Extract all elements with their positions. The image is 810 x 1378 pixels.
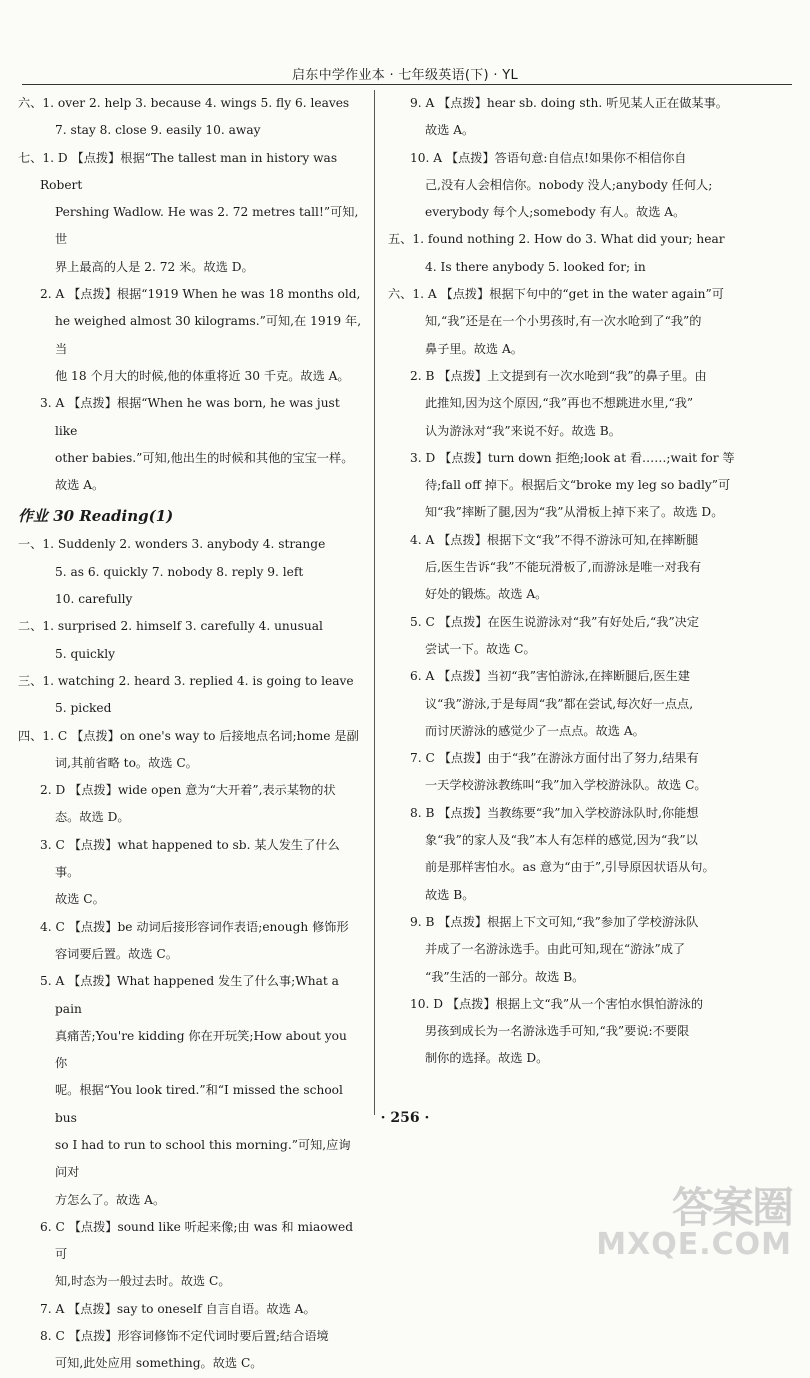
answer-line: 8. B 【点拨】当教练要“我”加入学校游泳队时,你能想	[410, 805, 699, 820]
answer-line: “我”生活的一部分。故选 B。	[425, 969, 585, 984]
answer-line: 3. D 【点拨】turn down 拒绝;look at 看……;wait for 等	[410, 450, 735, 465]
answer-line: 七、1. D 【点拨】根据“The tallest man in history was Robert	[18, 150, 338, 192]
answer-line: other babies.”可知,他出生的时候和其他的宝宝一样。	[55, 450, 354, 465]
answer-line: 9. B 【点拨】根据上下文可知,“我”参加了学校游泳队	[410, 914, 699, 929]
answer-line: 并成了一名游泳选手。由此可知,现在“游泳”成了	[425, 942, 686, 957]
answer-line: 2. B 【点拨】上文提到有一次水呛到“我”的鼻子里。由	[410, 368, 707, 383]
answer-line: 4. A 【点拨】根据下文“我”不得不游泳可知,在摔断腿	[410, 532, 699, 547]
answer-line: he weighed almost 30 kilograms.”可知,在 1919 年,当	[55, 314, 362, 356]
left-column	[18, 90, 362, 1378]
answer-line: 一天学校游泳教练叫“我”加入学校游泳队。故选 C。	[425, 778, 707, 793]
answer-line: 知,时态为一般过去时。故选 C。	[55, 1274, 231, 1289]
answer-line: 6. C 【点拨】sound like 听起来像;由 was 和 miaowed 可	[40, 1219, 353, 1262]
answer-line: 三、1. watching 2. heard 3. replied 4. is going to leave	[18, 673, 354, 688]
answer-line: 二、1. surprised 2. himself 3. carefully 4. unusual	[18, 619, 323, 634]
section-title: 作业 30 Reading(1)	[18, 507, 174, 526]
answer-line: 9. A 【点拨】hear sb. doing sth. 听见某人正在做某事。	[410, 96, 728, 110]
answer-line: 认为游泳对“我”来说不好。故选 B。	[425, 423, 621, 438]
answer-line: 呢。根据“You look tired.”和“I missed the school bus	[55, 1083, 343, 1125]
answer-line: 方怎么了。故选 A。	[55, 1192, 166, 1207]
answer-line: 界上最高的人是 2. 72 米。故选 D。	[55, 259, 254, 274]
answer-line: 他 18 个月大的时候,他的体重将近 30 千克。故选 A。	[55, 368, 350, 383]
answer-line: 己,没有人会相信你。nobody 没人;anybody 任何人;	[425, 177, 713, 192]
answer-line: 10. carefully	[55, 592, 133, 607]
answer-line: 议“我”游泳,于是每周“我”都在尝试,每次好一点点,	[425, 696, 694, 711]
answer-line: 8. C 【点拨】形容词修饰不定代词时要后置;结合语境	[40, 1329, 329, 1344]
page-number: · 256 ·	[380, 1110, 430, 1126]
answer-line: 好处的锻炼。故选 A。	[425, 587, 548, 602]
answer-line: 5. quickly	[55, 646, 116, 661]
answer-line: 5. C 【点拨】在医生说游泳对“我”有好处后,“我”决定	[410, 614, 700, 629]
answer-line: Pershing Wadlow. He was 2. 72 metres tall!”可知,世	[55, 205, 359, 247]
answer-line: 故选 A。	[425, 123, 475, 138]
watermark-en: MXQE.COM	[596, 1227, 792, 1262]
answer-line: 六、1. over 2. help 3. because 4. wings 5. fly 6. leaves	[18, 96, 350, 110]
answer-line: 男孩到成长为一名游泳选手可知,“我”要说:不要限	[425, 1024, 690, 1039]
answer-line: 象“我”的家人及“我”本人有怎样的感觉,因为“我”以	[425, 833, 698, 848]
answer-line: 10. A 【点拨】答语句意:自信点!如果你不相信你自	[410, 150, 687, 165]
answer-line: 后,医生告诉“我”不能玩滑板了,而游泳是唯一对我有	[425, 560, 702, 575]
answer-line: 六、1. A 【点拨】根据下句中的“get in the water again”可	[388, 287, 724, 302]
answer-line: 待;fall off 掉下。根据后文“broke my leg so badly”可	[425, 478, 731, 493]
column-divider	[374, 90, 375, 1115]
answer-line: 10. D 【点拨】根据上文“我”从一个害怕水惧怕游泳的	[410, 996, 704, 1011]
answer-line: 3. C 【点拨】what happened to sb. 某人发生了什么事。	[40, 837, 340, 880]
answer-line: 3. A 【点拨】根据“When he was born, he was just like	[40, 396, 340, 438]
answer-line: 知,“我”还是在一个小男孩时,有一次水呛到了“我”的	[425, 314, 702, 329]
watermark-cn: 答案圈	[671, 1183, 792, 1232]
answer-line: 4. Is there anybody 5. looked for; in	[425, 259, 646, 274]
answer-line: 故选 C。	[55, 892, 105, 907]
answer-line: 可知,此处应用 something。故选 C。	[55, 1356, 263, 1371]
answer-line: so I had to run to school this morning.”可知,应询问对	[55, 1137, 351, 1180]
answer-line: 2. A 【点拨】根据“1919 When he was 18 months old,	[40, 287, 361, 302]
answer-line: 制你的选择。故选 D。	[425, 1051, 549, 1066]
answer-line: 7. stay 8. close 9. easily 10. away	[55, 123, 261, 138]
answer-line: 知“我”摔断了腿,因为“我”从滑板上掉下来了。故选 D。	[425, 505, 724, 520]
answer-line: 5. picked	[55, 701, 112, 716]
answer-line: 5. as 6. quickly 7. nobody 8. reply 9. left	[55, 564, 304, 579]
answer-line: 故选 B。	[425, 887, 475, 902]
page-header: 启东中学作业本 · 七年级英语(下) · YL	[291, 68, 519, 83]
answer-line: 2. D 【点拨】wide open 意为“大开着”,表示某物的状	[40, 783, 336, 798]
answer-line: 5. A 【点拨】What happened 发生了什么事;What a pain	[40, 974, 339, 1016]
answer-line: 态。故选 D。	[55, 810, 130, 825]
answer-line: 真痛苦;You're kidding 你在开玩笑;How about you 你	[55, 1028, 347, 1071]
answer-line: 7. A 【点拨】say to oneself 自言自语。故选 A。	[40, 1301, 316, 1316]
answer-line: 6. A 【点拨】当初“我”害怕游泳,在摔断腿后,医生建	[410, 669, 690, 684]
answer-line: 4. C 【点拨】be 动词后接形容词作表语;enough 修饰形	[40, 919, 349, 934]
answer-line: 故选 A。	[55, 478, 105, 493]
right-column	[388, 90, 780, 1073]
answer-line: 四、1. C 【点拨】on one's way to 后接地点名词;home 是副	[18, 728, 359, 743]
answer-line: 容词要后置。故选 C。	[55, 946, 178, 961]
answer-line: 7. C 【点拨】由于“我”在游泳方面付出了努力,结果有	[410, 751, 699, 766]
answer-line: 而讨厌游泳的感觉少了一点点。故选 A。	[425, 723, 645, 738]
answer-line: 此推知,因为这个原因,“我”再也不想跳进水里,“我”	[425, 396, 694, 411]
answer-line: everybody 每个人;somebody 有人。故选 A。	[425, 205, 686, 220]
watermark-logo	[596, 1175, 796, 1270]
answer-line: 前是那样害怕水。as 意为“由于”,引导原因状语从句。	[425, 860, 715, 875]
answer-line: 一、1. Suddenly 2. wonders 3. anybody 4. strange	[18, 537, 326, 552]
answer-line: 鼻子里。故选 A。	[425, 341, 523, 356]
header-rule	[22, 84, 792, 85]
answer-line: 尝试一下。故选 C。	[425, 641, 536, 656]
answer-line: 五、1. found nothing 2. How do 3. What did your; hear	[388, 232, 725, 247]
answer-line: 词,其前省略 to。故选 C。	[55, 755, 198, 770]
